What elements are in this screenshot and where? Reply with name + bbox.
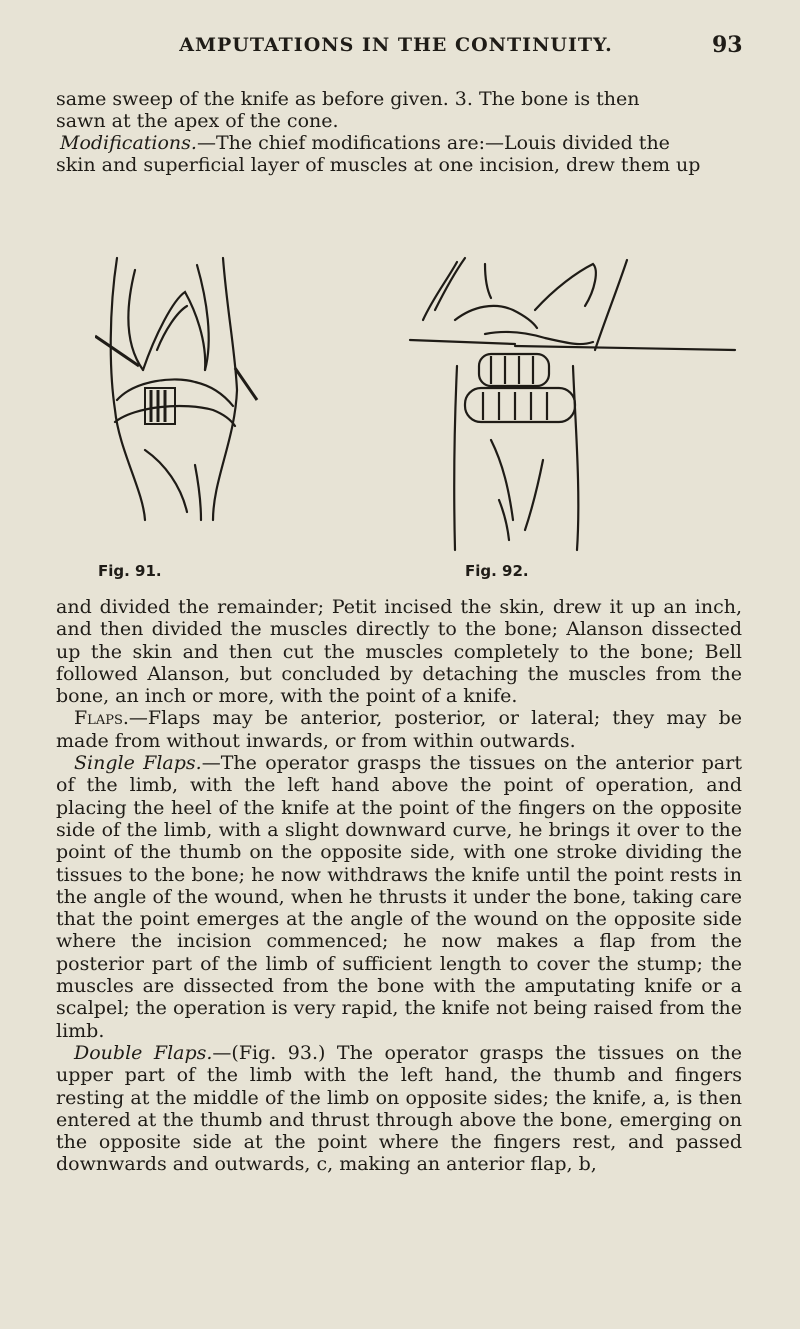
- paragraph-louis-continued: and divided the remainder; Petit incised the skin, drew it up an inch, and then divided the muscles directly to the bone; Alanson dissected up the skin and then cut the muscles completely to the bone; Bell followed Alanson, but concluded by detaching the muscles from the bone, an inch or more, with the point of a knife.: [56, 596, 742, 708]
- modifications-heading: Modifications.: [60, 132, 197, 154]
- figure-92-caption: Fig. 92.: [465, 562, 529, 580]
- figure-91-illustration: [95, 250, 285, 550]
- flaps-text: —Flaps may be anterior, posterior, or lateral; they may be made from without inwards, or from within outwards.: [56, 707, 742, 752]
- single-flaps-heading: Single Flaps.: [74, 752, 202, 775]
- single-flaps-text: —The operator grasps the tissues on the anterior part of the limb, with the left hand above the point of operation, and placing the heel of the knife at the point of the fingers on the opposite side of the limb, with a slight downward curve, he brings it over to the point of the thumb on the opposite side, with one stroke dividing the tissues to the bone; he now withdraws the knife until the point rests in the angle of the wound, when he thrusts it under the bone, taking care that the point emerges at the angle of the wound on the opposite side where the incision commenced; he now makes a flap from the posterior part of the limb of sufficient length to cover the stump; the muscles are dissected from the bone with the amputating knife or a scalpel; the operation is very rapid, the knife not being raised from the limb.: [56, 752, 742, 1042]
- paragraph-flaps: [56, 707, 742, 752]
- running-header: AMPUTATIONS IN THE CONTINUITY.: [179, 34, 613, 56]
- figure-91-caption: Fig. 91.: [98, 562, 162, 580]
- double-flaps-heading: Double Flaps.: [74, 1041, 213, 1064]
- top-paragraph: [56, 88, 742, 176]
- text-line: same sweep of the knife as before given. 3. The bone is then: [56, 88, 640, 110]
- main-text: [56, 596, 742, 1176]
- flaps-heading: Flaps.: [74, 707, 129, 730]
- text-line: sawn at the apex of the cone.: [56, 110, 339, 132]
- text-line: [56, 132, 742, 154]
- double-flaps-text: —(Fig. 93.) The operator grasps the tissues on the upper part of the limb with the left hand, the thumb and fingers resting at the middle of the limb on opposite sides; the knife, a, is then entered at the thumb and thrust through above the bone, emerging on the opposite side at the point where the fingers rest, and passed downwards and outwards, c, making an anterior flap, b,: [56, 1041, 742, 1176]
- paragraph-double-flaps: [56, 1042, 742, 1176]
- page-number: 93: [712, 32, 743, 58]
- figure-92-illustration: [395, 250, 760, 555]
- text-line: skin and superficial layer of muscles at one incision, drew them up: [56, 154, 701, 176]
- modifications-text: —The chief modifications are:—Louis divided the: [196, 132, 670, 154]
- paragraph-single-flaps: [56, 752, 742, 1042]
